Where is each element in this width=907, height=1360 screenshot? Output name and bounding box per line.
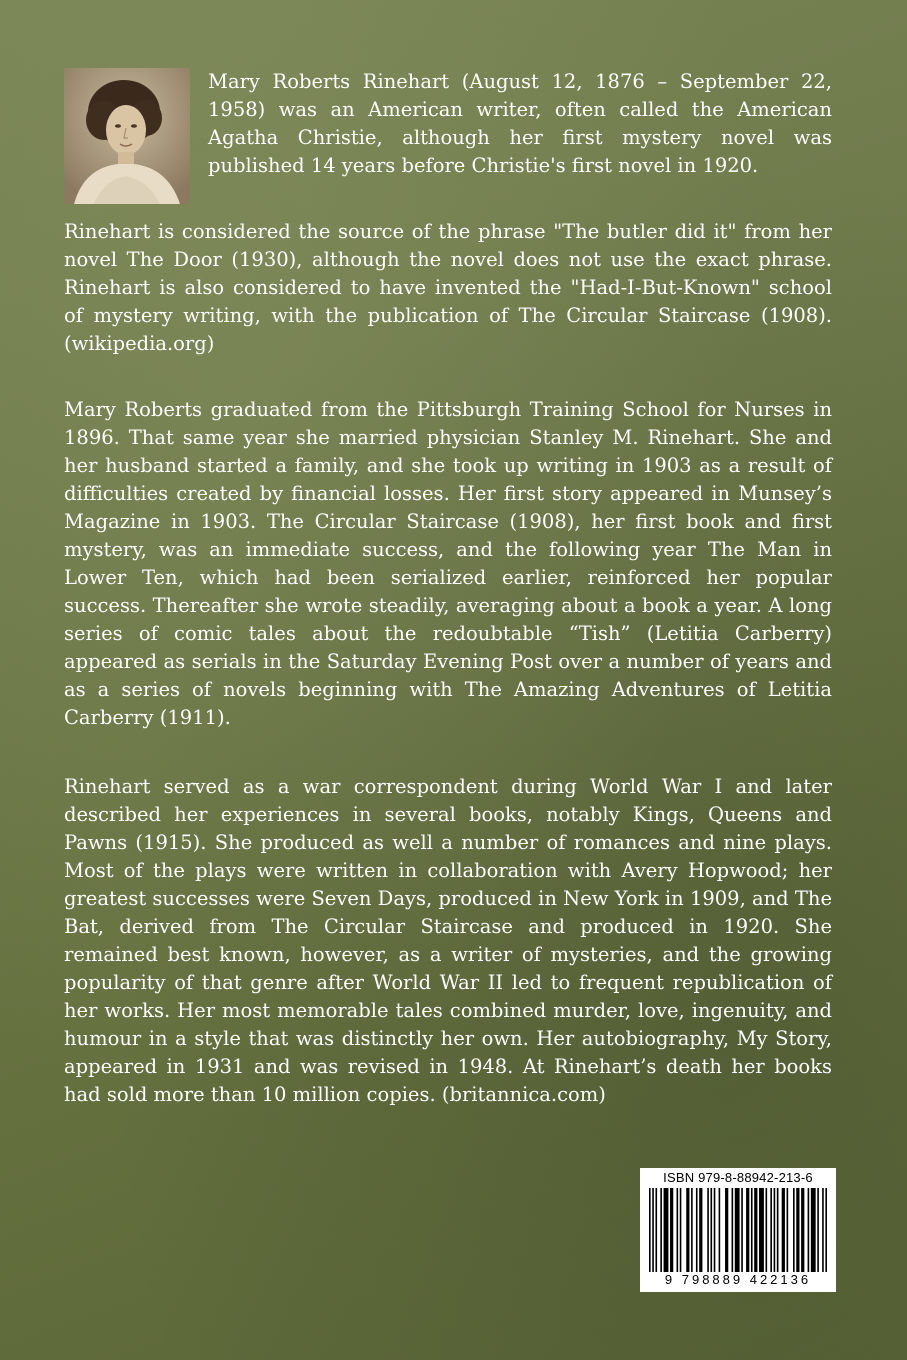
barcode-bar xyxy=(732,1188,734,1272)
barcode-bar xyxy=(686,1188,689,1272)
barcode-bar xyxy=(655,1188,657,1272)
barcode-bar xyxy=(777,1188,779,1272)
barcode-bar xyxy=(660,1188,662,1272)
barcode-bar xyxy=(707,1188,709,1272)
bio-paragraph-career: Mary Roberts graduated from the Pittsburgh Training School for Nurses in 1896. That same year she married physician Stanley M. Rinehart. She and her husband started a family, and she took up writing in 1903 as a result of difficulties created by financial losses. Her first story appeared in Munsey’s Magazine in 1903. The Circular Staircase (1908), her first book and first mystery, was an immediate success, and the following year The Man in Lower Ten, which had been serialized earlier, reinforced her popular success. Thereafter she wrote steadily, averaging about a book a year. A long series of comic tales about the redoubtable “Tish” (Letitia Carberry) appeared as serials in the Saturday Evening Post over a number of years and as a series of novels beginning with The Amazing Adventures of Letitia Carberry (1911). xyxy=(64,398,832,729)
barcode-bar xyxy=(770,1188,772,1272)
isbn-label: ISBN 979-8-88942-213-6 xyxy=(663,1170,813,1185)
barcode-bar xyxy=(710,1188,712,1272)
bio-paragraph-intro: Mary Roberts Rinehart (August 12, 1876 – September 22, 1958) was an American writer, often called the American Agatha Christie, although her first mystery novel was published 14 years before Christie's first novel in 1920. xyxy=(208,70,832,177)
barcode-bar xyxy=(677,1188,679,1272)
barcode-bar xyxy=(725,1188,728,1272)
barcode-digits: 9 798889 422136 xyxy=(664,1272,812,1287)
barcode-bar xyxy=(649,1188,651,1272)
author-portrait-photo-icon xyxy=(64,68,190,204)
barcode-bar xyxy=(774,1188,776,1272)
barcode-bar xyxy=(751,1188,753,1272)
barcode-bar xyxy=(782,1188,785,1272)
barcode-bar xyxy=(652,1188,654,1272)
barcode-bar xyxy=(759,1188,764,1272)
barcode-bars-icon xyxy=(649,1188,827,1272)
barcode-bar xyxy=(699,1188,702,1272)
barcode-bar xyxy=(766,1188,768,1272)
barcode-bar xyxy=(817,1188,819,1272)
barcode-bar xyxy=(696,1188,698,1272)
barcode-bar xyxy=(714,1188,716,1272)
barcode-bar xyxy=(691,1188,693,1272)
barcode-bar xyxy=(670,1188,673,1272)
barcode-bar xyxy=(808,1188,810,1272)
barcode-bar xyxy=(664,1188,669,1272)
barcode-bar xyxy=(825,1188,827,1272)
barcode-bar xyxy=(793,1188,795,1272)
barcode-bar xyxy=(811,1188,816,1272)
barcode-bar xyxy=(719,1188,721,1272)
barcode-bar xyxy=(680,1188,682,1272)
barcode-bar xyxy=(796,1188,799,1272)
bio-paragraph-butler: Rinehart is considered the source of the phrase "The butler did it" from her novel The Door (1930), although the novel does not use the exact phrase. Rinehart is also considered to have invented the "Had-I-But-Known" school of mystery writing, with the publication of The Circular Staircase (1908). (wikipedia.org) xyxy=(64,220,832,355)
barcode-bar xyxy=(787,1188,789,1272)
barcode-bar xyxy=(746,1188,749,1272)
barcode-bar xyxy=(754,1188,757,1272)
isbn-barcode xyxy=(640,1168,836,1292)
author-portrait xyxy=(64,68,190,204)
barcode-bar xyxy=(822,1188,824,1272)
bio-paragraph-later-life: Rinehart served as a war correspondent during World War I and later described her experiences in several books, notably Kings, Queens and Pawns (1915). She produced as well a number of romances and nine plays. Most of the plays were written in collaboration with Avery Hopwood; her greatest successes were Seven Days, produced in New York in 1909, and The Bat, derived from The Circular Staircase and produced in 1920. She remained best known, however, as a writer of mysteries, and the growing popularity of that genre after World War II led to frequent republication of her works. Her most memorable tales combined murder, love, ingenuity, and humour in a style that was distinctly her own. Her autobiography, My Story, appeared in 1931 and was revised in 1948. At Rinehart’s death her books had sold more than 10 million copies. (britannica.com) xyxy=(64,775,832,1106)
barcode-bar xyxy=(801,1188,804,1272)
barcode-bar xyxy=(735,1188,740,1272)
barcode-bar xyxy=(741,1188,743,1272)
